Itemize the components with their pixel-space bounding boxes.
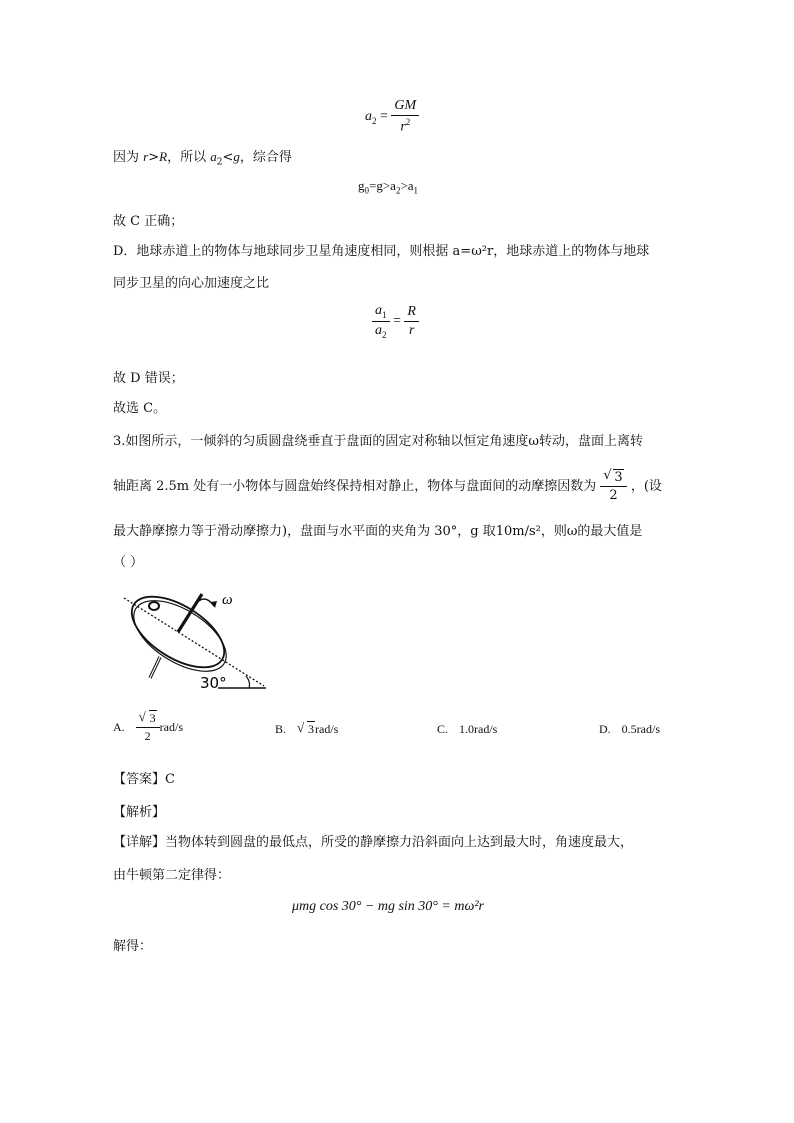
text-seg: 因为 (113, 150, 144, 165)
sqrt-radicand: 3 (614, 470, 623, 485)
detail-line1: 【详解】当物体转到圆盘的最低点，所受的静摩擦力沿斜面向上达到最大时，角速度最大， (113, 835, 634, 850)
equation-a2-gm-r2 (365, 98, 419, 136)
option-unit: rad/s (315, 722, 339, 736)
text-seg: ，所以 (167, 150, 211, 165)
frac-den: a (375, 322, 382, 338)
fraction (372, 303, 390, 340)
frac-num: GM (394, 98, 417, 113)
question-3-line1: 3.如图所示，一倾斜的匀质圆盘绕垂直于盘面的固定对称轴以恒定角速度ω转动，盘面上离转 (113, 434, 644, 449)
option-text: 0.5rad/s (621, 722, 660, 736)
axis-lower-inner (150, 657, 160, 678)
option-unit: rad/s (159, 720, 183, 734)
sym-g: g (358, 178, 365, 193)
sym-lt: < (222, 150, 234, 165)
angle-arc (246, 676, 250, 688)
option-label: B. (275, 722, 287, 736)
mu-fraction: √ 3 2 (600, 470, 626, 503)
equation-g0-g-a2-a1 (358, 178, 418, 196)
text-d-wrong: 故 D 错误； (113, 371, 184, 386)
text-choose-c: 故选 C。 (113, 401, 167, 416)
text-d-line1: D．地球赤道上的物体与地球同步卫星角速度相同，则根据 a=ω²r，地球赤道上的物体与地球 (113, 244, 650, 259)
option-a[interactable] (113, 711, 183, 744)
eq-symbol: a (365, 109, 372, 125)
option-c[interactable] (437, 722, 497, 737)
text-seg: 轴距离 2.5m 处有一小物体与圆盘始终保持相对静止，物体与盘面间的动摩擦因数为 (113, 479, 597, 494)
frac-den: r (400, 119, 406, 135)
analysis-tag: 【解析】 (113, 805, 166, 820)
equation-newton: μmg cos 30° − mg sin 30° = mω²r (292, 899, 484, 914)
frac-den: 2 (136, 727, 160, 744)
text-because-line (113, 146, 292, 168)
option-d[interactable] (599, 722, 660, 737)
answer-value: C (165, 772, 175, 787)
frac-num: a (375, 303, 382, 318)
inclined-disk-figure (118, 578, 278, 696)
option-label: A. (113, 720, 125, 734)
sym-sub: 2 (216, 157, 223, 168)
sym-sub: 1 (413, 185, 419, 196)
text-seg: ，(设 (630, 479, 662, 494)
frac-sub: 1 (382, 309, 387, 320)
sqrt: √ 3 (297, 720, 315, 736)
eq-equals: = (393, 313, 405, 329)
sym-gt: > (148, 150, 160, 165)
sym-g: g (233, 149, 240, 164)
answer-tag: 【答案】 (113, 772, 166, 787)
omega-label: ω (222, 592, 233, 608)
question-3-line2 (113, 470, 662, 503)
eq-equals: = (380, 109, 392, 125)
option-a-fraction: √ 3 2 (136, 711, 160, 744)
frac-num: R (407, 303, 416, 319)
option-b[interactable] (275, 722, 338, 737)
equation-ratio (372, 303, 419, 340)
sqrt-radicand: 3 (149, 711, 156, 725)
answer-line (113, 768, 175, 787)
sym-r: r (143, 149, 149, 164)
text-seg: ，综合得 (239, 150, 292, 165)
frac-den: 2 (600, 486, 626, 503)
frac-den: r (404, 321, 419, 339)
text-d-line2: 同步卫星的向心加速度之比 (113, 276, 270, 291)
eq-seg: >a (400, 178, 414, 193)
sqrt-radicand: 3 (308, 722, 315, 736)
fraction (404, 304, 419, 339)
sym-sub: 0 (364, 185, 369, 196)
option-label: C. (437, 722, 449, 736)
eq-seg: =g>a (369, 178, 396, 193)
question-3-line3: 最大静摩擦力等于滑动摩擦力)，盘面与水平面的夹角为 30°，g 取10m/s²，则ω的最大值是 (113, 524, 643, 539)
question-3-line4: （ ） (113, 555, 144, 570)
detail-line2: 由牛顿第二定律得： (113, 868, 231, 883)
text-solve: 解得： (113, 939, 153, 954)
angle-label: 30° (200, 674, 227, 692)
eq-sub: 2 (372, 115, 377, 126)
small-object (149, 602, 159, 610)
option-label: D. (599, 722, 611, 736)
sym-R: R (159, 149, 168, 164)
sym-a: a (210, 149, 217, 164)
text-c-correct: 故 C 正确； (113, 214, 184, 229)
option-text: 1.0rad/s (459, 722, 498, 736)
frac-den-sup: 2 (405, 117, 411, 127)
frac-sub: 2 (382, 329, 387, 340)
fraction (391, 98, 419, 136)
sym-sub: 2 (395, 185, 401, 196)
